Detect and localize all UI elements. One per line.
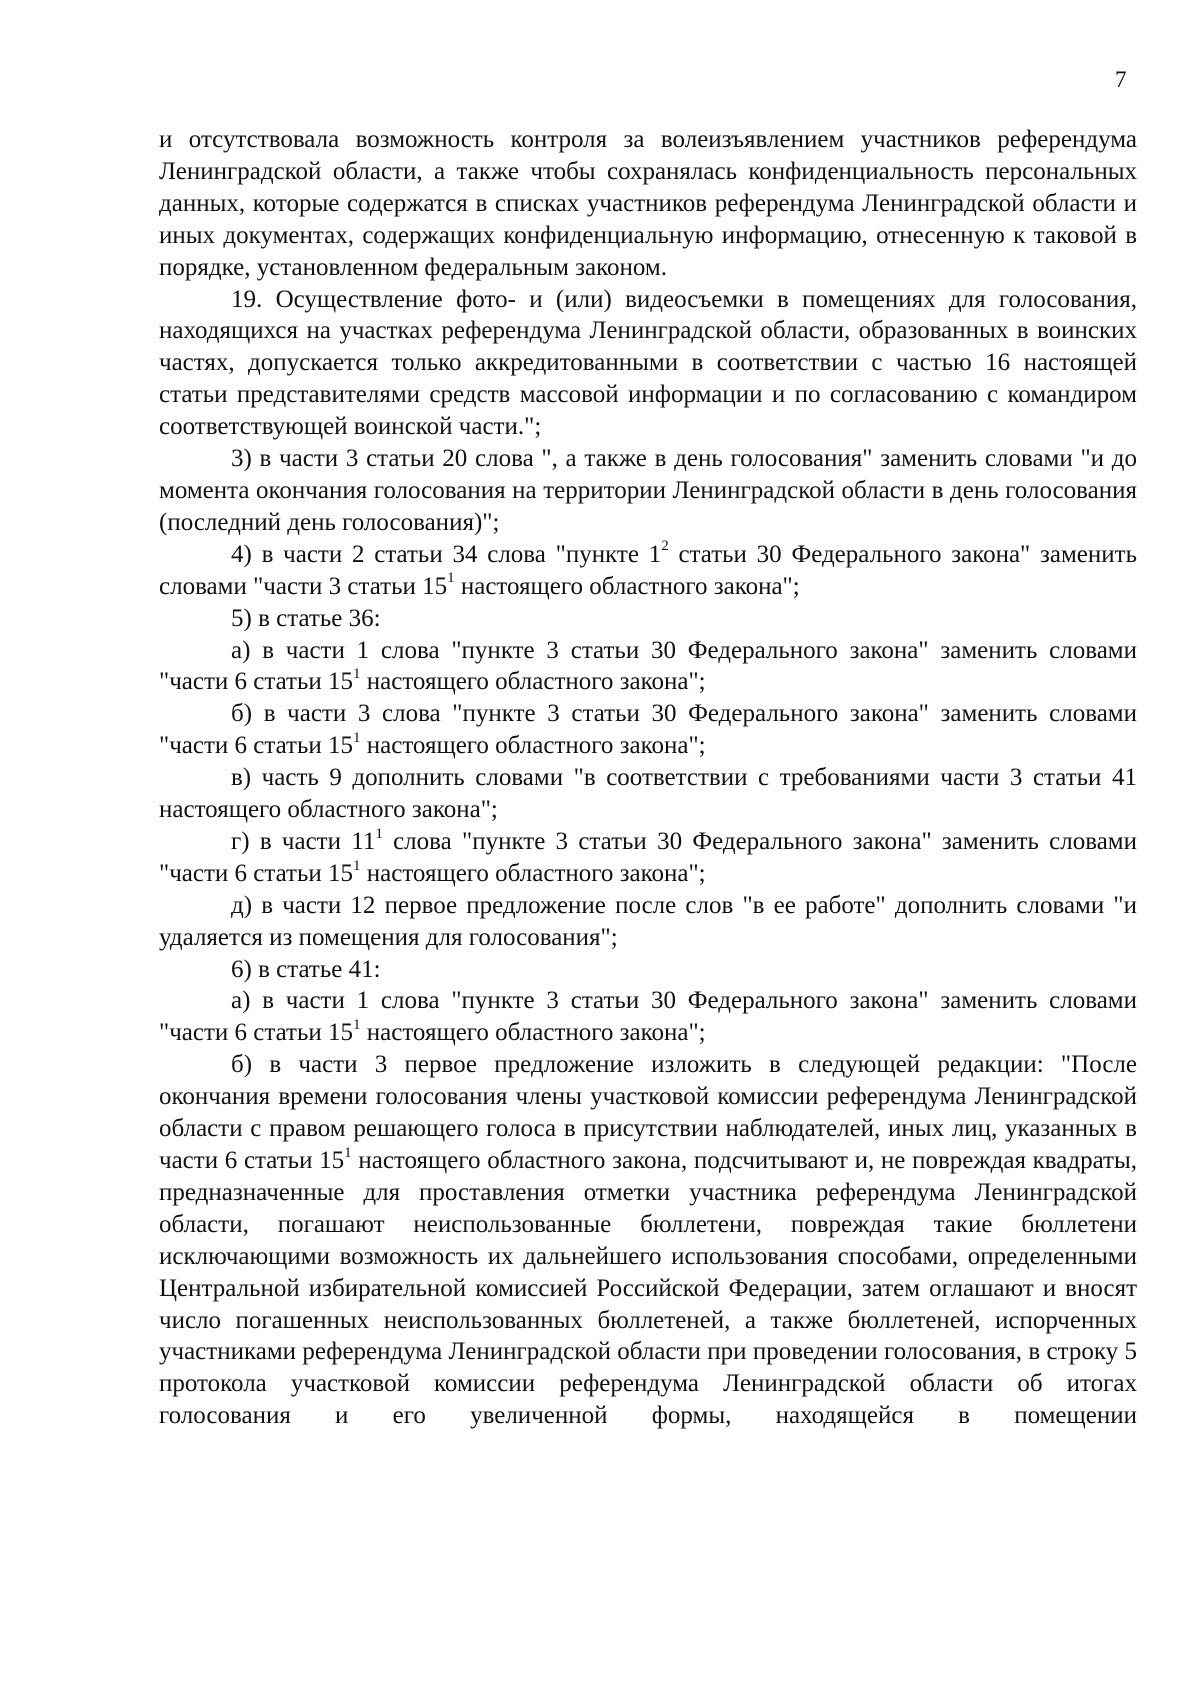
paragraph xyxy=(159,635,1137,699)
paragraph: 6) в статье 41: xyxy=(231,955,381,983)
paragraph-text: настоящего областного закона"; xyxy=(360,859,706,887)
paragraph: 5) в статье 36: xyxy=(231,604,381,632)
superscript-index: 1 xyxy=(353,857,361,874)
superscript-index: 1 xyxy=(353,729,361,746)
paragraph xyxy=(159,539,1137,603)
paragraph-text: настоящего областного закона"; xyxy=(360,668,706,696)
superscript-index: 1 xyxy=(375,825,383,842)
paragraph-text: статьи 30 Федерального закона" заменить словами "части 3 статьи 15 xyxy=(159,540,1137,600)
paragraph: 3) в части 3 статьи 20 слова ", а также в день голосования" заменить словами "и до момента окончания голосования на территории Ленинградской области в день голосования (последний день голосования)"; xyxy=(159,445,1137,536)
paragraph-text: а) в части 1 слова "пункте 3 статьи 30 Федерального закона" заменить словами "части 6 статьи 15 xyxy=(159,636,1137,696)
paragraph-text: настоящего областного закона, подсчитывают и, не повреждая квадраты, предназначенные для проставления отметки участника референдума Ленинградской области, погашают неиспользованные бюллетени, повреждая такие бюллетени исключающими возможность их дальнейшего использования способами, определенными Центральной избирательной комиссией Российской Федерации, затем оглашают и вносят число погашенных неиспользованных бюллетеней, а также бюллетеней, испорченных участниками референдума Ленинградской области при проведении голосования, в строку 5 протокола участковой комиссии референдума Ленинградской области об итогах голосования и его увеличенной формы, находящейся в помещении xyxy=(159,1147,1137,1430)
paragraph-text: настоящего областного закона"; xyxy=(360,1019,706,1047)
superscript-index: 1 xyxy=(344,1144,352,1161)
paragraph xyxy=(159,1049,1137,1432)
paragraph-text: б) в части 3 слова "пункте 3 статьи 30 Федерального закона" заменить словами "части 6 статьи 15 xyxy=(159,700,1137,760)
paragraph-text: а) в части 1 слова "пункте 3 статьи 30 Федерального закона" заменить словами "части 6 статьи 15 xyxy=(159,987,1137,1047)
paragraph xyxy=(159,698,1137,762)
paragraph: и отсутствовала возможность контроля за волеизъявлением участников референдума Ленинградской области, а также чтобы сохранялась конфиденциальность персональных данных, которые содержатся в списках участников референдума Ленинградской области и иных документах, содержащих конфиденциальную информацию, отнесенную к таковой в порядке, установленном федеральным законом. xyxy=(159,126,1137,281)
paragraph-text: 4) в части 2 статьи 34 слова "пункте 1 xyxy=(231,540,662,568)
paragraph: 19. Осуществление фото- и (или) видеосъемки в помещениях для голосования, находящихся на участках референдума Ленинградской области, образованных в воинских частях, допускается только аккредитованными в соответствии с частью 16 настоящей статьи представителями средств массовой информации и по согласованию с командиром соответствующей воинской части."; xyxy=(159,285,1137,441)
paragraph-text: г) в части 11 xyxy=(231,827,376,855)
page-number: 7 xyxy=(1115,67,1127,92)
paragraph-text: настоящего областного закона"; xyxy=(454,572,800,600)
paragraph-text: слова "пункте 3 статьи 30 Федерального закона" заменить словами "части 6 статьи 15 xyxy=(159,827,1137,887)
superscript-index: 1 xyxy=(353,666,361,683)
paragraph-text: настоящего областного закона"; xyxy=(360,732,706,760)
superscript-index: 2 xyxy=(661,538,669,555)
paragraph: в) часть 9 дополнить словами "в соответствии с требованиями части 3 статьи 41 настоящего областного закона"; xyxy=(159,764,1137,824)
superscript-index: 1 xyxy=(447,570,455,587)
document-body xyxy=(159,124,1137,1432)
paragraph-text: б) в части 3 первое предложение изложить в следующей редакции: "После окончания времени голосования члены участковой комиссии референдума Ленинградской области с правом решающего голоса в присутствии наблюдателей, иных лиц, указанных в части 6 статьи 15 xyxy=(159,1051,1137,1174)
paragraph xyxy=(159,985,1137,1049)
paragraph xyxy=(159,826,1137,890)
superscript-index: 1 xyxy=(353,1017,361,1034)
paragraph: д) в части 12 первое предложение после слов "в ее работе" дополнить словами "и удаляется из помещения для голосования"; xyxy=(159,891,1137,951)
